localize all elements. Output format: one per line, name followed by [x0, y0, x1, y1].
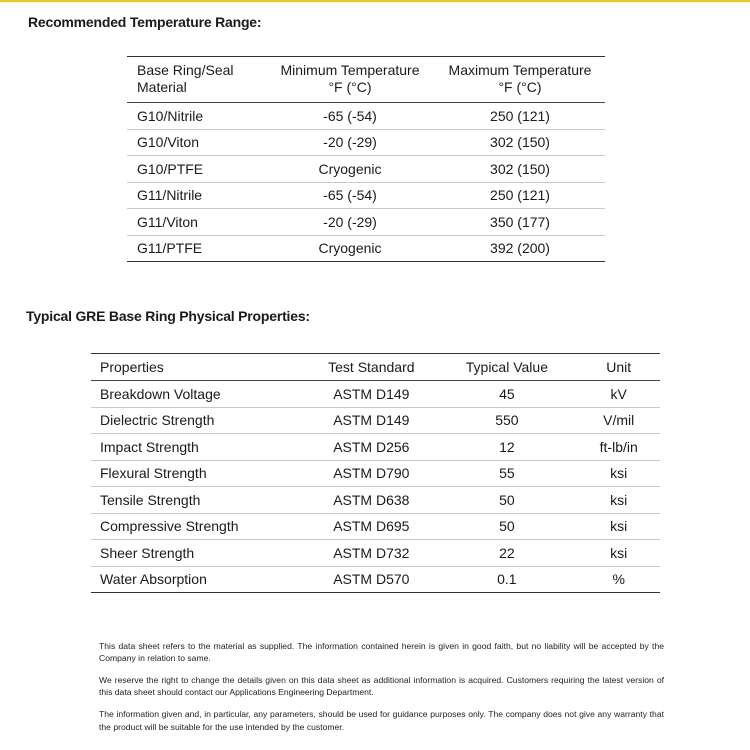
disclaimer-notes	[99, 640, 664, 743]
disclaimer-paragraph: The information given and, in particular, any parameters, should be used for guidance purposes only. The company does not give any warranty that the product will be suitable for the use intended by the customer.	[99, 709, 664, 732]
header-maximum-temperature	[435, 57, 605, 103]
unit-cell: kV	[577, 381, 660, 408]
max-temp-cell: 302 (150)	[435, 156, 605, 183]
material-cell: G11/PTFE	[137, 240, 203, 257]
unit-cell: ft-lb/in	[577, 434, 660, 461]
property-cell: Water Absorption	[100, 571, 207, 588]
test-standard-cell: ASTM D570	[333, 571, 410, 588]
header-test-standard: Test Standard	[328, 359, 415, 375]
test-standard-cell: ASTM D732	[306, 540, 436, 567]
table-row	[91, 407, 660, 434]
unit-cell: ksi	[577, 540, 660, 567]
material-cell: G11/Nitrile	[127, 182, 265, 209]
table-row	[91, 540, 660, 567]
top-accent-rule	[0, 0, 750, 2]
table-row	[91, 513, 660, 540]
property-cell: Dielectric Strength	[91, 407, 306, 434]
typical-value-cell: 0.1	[497, 571, 517, 588]
typical-value-cell: 550	[436, 407, 577, 434]
header-base-ring-material	[127, 57, 265, 103]
unit-cell: ksi	[577, 487, 660, 514]
typical-value-cell: 50	[436, 487, 577, 514]
header-typical-value: Typical Value	[465, 359, 548, 375]
min-temp-cell: -65 (-54)	[265, 103, 435, 130]
min-temp-cell: -20 (-29)	[265, 209, 435, 236]
material-cell: G10/Viton	[127, 129, 265, 156]
material-cell: G10/PTFE	[127, 156, 265, 183]
unit-cell: ksi	[577, 460, 660, 487]
unit-cell: ksi	[577, 513, 660, 540]
disclaimer-paragraph: We reserve the right to change the details given on this data sheet as additional information is acquired. Customers requiring the latest version of this data sheet should contact our Applications Engineering Department.	[99, 675, 664, 698]
min-temp-cell: Cryogenic	[318, 240, 382, 257]
table-row	[127, 156, 605, 183]
header-line: Minimum Temperature °F (°C)	[280, 62, 420, 95]
max-temp-cell: 392 (200)	[490, 240, 550, 257]
header-minimum-temperature	[265, 57, 435, 103]
table-row	[127, 103, 605, 130]
test-standard-cell: ASTM D149	[306, 381, 436, 408]
property-cell: Breakdown Voltage	[91, 381, 306, 408]
typical-value-cell: 12	[436, 434, 577, 461]
table-row	[91, 460, 660, 487]
temperature-range-table	[127, 56, 605, 262]
test-standard-cell: ASTM D256	[306, 434, 436, 461]
test-standard-cell: ASTM D695	[306, 513, 436, 540]
property-cell: Impact Strength	[91, 434, 306, 461]
properties-section-title: Typical GRE Base Ring Physical Properties:	[26, 308, 310, 324]
property-cell: Compressive Strength	[91, 513, 306, 540]
table-header-row	[91, 354, 660, 381]
min-temp-cell: -65 (-54)	[265, 182, 435, 209]
max-temp-cell: 250 (121)	[435, 182, 605, 209]
typical-value-cell: 50	[436, 513, 577, 540]
physical-properties-table	[91, 353, 660, 593]
typical-value-cell: 22	[436, 540, 577, 567]
table-header-row	[127, 57, 605, 103]
unit-cell: %	[612, 571, 625, 588]
temperature-section-title: Recommended Temperature Range:	[28, 14, 262, 30]
table-row	[127, 235, 605, 262]
typical-value-cell: 45	[436, 381, 577, 408]
header-line: Base Ring/Seal Material	[137, 62, 234, 95]
table-row	[91, 434, 660, 461]
header-properties: Properties	[100, 359, 164, 375]
table-row	[91, 566, 660, 593]
min-temp-cell: Cryogenic	[265, 156, 435, 183]
table-row	[91, 381, 660, 408]
max-temp-cell: 250 (121)	[435, 103, 605, 130]
property-cell: Tensile Strength	[91, 487, 306, 514]
test-standard-cell: ASTM D149	[306, 407, 436, 434]
disclaimer-paragraph: This data sheet refers to the material as supplied. The information contained herein is given in good faith, but no liability will be accepted by the Company in relation to same.	[99, 641, 664, 664]
typical-value-cell: 55	[436, 460, 577, 487]
unit-cell: V/mil	[577, 407, 660, 434]
max-temp-cell: 350 (177)	[435, 209, 605, 236]
table-row	[127, 129, 605, 156]
test-standard-cell: ASTM D638	[306, 487, 436, 514]
test-standard-cell: ASTM D790	[306, 460, 436, 487]
material-cell: G10/Nitrile	[127, 103, 265, 130]
material-cell: G11/Viton	[127, 209, 265, 236]
property-cell: Sheer Strength	[91, 540, 306, 567]
property-cell: Flexural Strength	[91, 460, 306, 487]
table-row	[127, 182, 605, 209]
table-row	[91, 487, 660, 514]
header-line: Maximum Temperature °F (°C)	[448, 62, 592, 95]
max-temp-cell: 302 (150)	[435, 129, 605, 156]
min-temp-cell: -20 (-29)	[265, 129, 435, 156]
table-row	[127, 209, 605, 236]
header-unit: Unit	[606, 359, 632, 375]
